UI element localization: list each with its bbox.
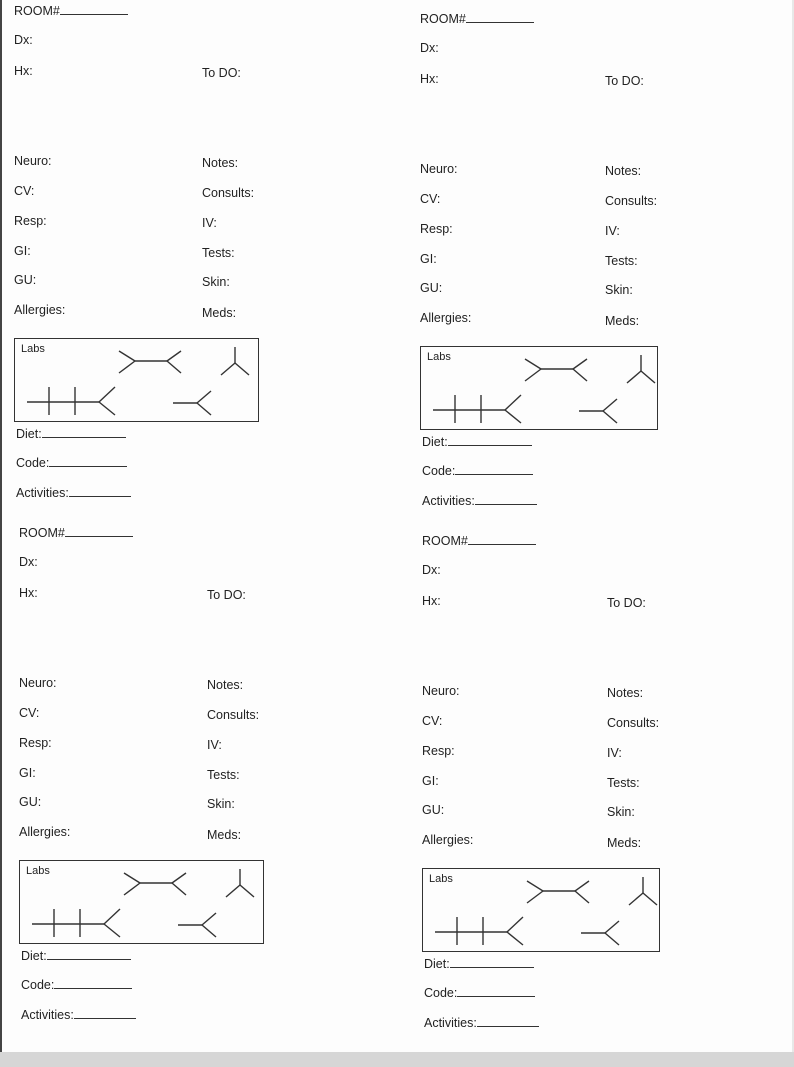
cbc-fishbone-icon [527,881,589,903]
system-label-iv: IV: [607,746,622,760]
activities-label: Activities: [422,494,475,508]
system-label-gu: GU: [19,795,42,809]
labs-label: Labs [427,351,451,363]
system-label-allergies: Allergies: [422,833,474,847]
system-label-resp: Resp: [422,744,455,758]
lab-fishbone-diagrams [421,347,664,429]
patient-panel-3 [19,524,399,1034]
system-label-iv: IV: [605,224,620,238]
labs-box [19,860,264,944]
system-label-gi: GI: [422,774,439,788]
code-field[interactable] [16,454,127,470]
system-label-allergies: Allergies: [420,311,472,325]
system-label-skin: Skin: [202,275,230,289]
todo-label: To DO: [605,74,644,88]
system-label-cv: CV: [420,192,441,206]
system-label-skin: Skin: [207,797,235,811]
system-label-resp: Resp: [14,214,47,228]
dx-label: Dx: [19,555,38,569]
activities-field[interactable] [16,484,131,500]
system-label-meds: Meds: [207,828,242,842]
activities-label: Activities: [16,486,69,500]
lab-fishbone-diagrams [20,861,263,943]
labs-box [14,338,259,422]
diet-label: Diet: [422,435,448,449]
system-label-tests: Tests: [207,768,240,782]
bmp-fishbone-icon [433,395,521,423]
bmp-fishbone-icon [32,909,120,937]
todo-label: To DO: [207,588,246,602]
y-lab-icon [629,877,657,905]
system-label-iv: IV: [202,216,217,230]
activities-field[interactable] [21,1006,136,1022]
system-label-cv: CV: [422,714,443,728]
system-label-gu: GU: [14,273,37,287]
diet-field[interactable] [422,433,532,449]
hx-label: Hx: [19,586,38,600]
coag-icon [579,399,617,423]
coag-icon [581,921,619,945]
system-label-gi: GI: [420,252,437,266]
y-lab-icon [627,355,655,383]
patient-panel-4 [422,532,794,1042]
labs-label: Labs [21,343,45,355]
diet-label: Diet: [424,957,450,971]
system-label-notes: Notes: [607,686,644,700]
system-label-cv: CV: [14,184,35,198]
labs-box [422,868,660,952]
code-label: Code: [16,456,50,470]
labs-label: Labs [26,865,50,877]
activities-field[interactable] [422,492,537,508]
labs-box [420,346,658,430]
system-label-skin: Skin: [607,805,635,819]
diet-field[interactable] [21,947,131,963]
system-label-skin: Skin: [605,283,633,297]
hx-label: Hx: [420,72,439,86]
lab-fishbone-diagrams [423,869,666,951]
diet-label: Diet: [16,427,42,441]
system-label-gu: GU: [420,281,443,295]
todo-label: To DO: [202,66,241,80]
room-field[interactable] [422,532,536,548]
lab-fishbone-diagrams [15,339,258,421]
hx-label: Hx: [14,64,33,78]
code-label: Code: [424,986,458,1000]
patient-panel-1 [14,2,394,512]
system-label-allergies: Allergies: [14,303,66,317]
system-label-neuro: Neuro: [422,684,460,698]
room-field[interactable] [14,2,128,18]
code-field[interactable] [424,984,535,1000]
system-label-gi: GI: [14,244,31,258]
bmp-fishbone-icon [435,917,523,945]
coag-icon [178,913,216,937]
page-bottom-edge [0,1052,794,1067]
patient-panel-2 [420,10,794,520]
system-label-tests: Tests: [605,254,638,268]
system-label-gi: GI: [19,766,36,780]
activities-field[interactable] [424,1014,539,1030]
diet-field[interactable] [16,425,126,441]
system-label-meds: Meds: [607,836,642,850]
room-field[interactable] [420,10,534,26]
hx-label: Hx: [422,594,441,608]
system-label-gu: GU: [422,803,445,817]
coag-icon [173,391,211,415]
system-label-consults: Consults: [605,194,658,208]
code-field[interactable] [21,976,132,992]
cbc-fishbone-icon [119,351,181,373]
bmp-fishbone-icon [27,387,115,415]
y-lab-icon [221,347,249,375]
system-label-notes: Notes: [202,156,239,170]
room-label: ROOM# [14,4,60,18]
system-label-meds: Meds: [605,314,640,328]
code-label: Code: [422,464,456,478]
room-label: ROOM# [422,534,468,548]
system-label-consults: Consults: [607,716,660,730]
room-label: ROOM# [420,12,466,26]
todo-label: To DO: [607,596,646,610]
system-label-resp: Resp: [420,222,453,236]
system-label-allergies: Allergies: [19,825,71,839]
labs-label: Labs [429,873,453,885]
room-label: ROOM# [19,526,65,540]
dx-label: Dx: [422,563,441,577]
cbc-fishbone-icon [525,359,587,381]
system-label-cv: CV: [19,706,40,720]
system-label-consults: Consults: [207,708,260,722]
system-label-neuro: Neuro: [420,162,458,176]
diet-label: Diet: [21,949,47,963]
activities-label: Activities: [21,1008,74,1022]
system-label-notes: Notes: [207,678,244,692]
system-label-neuro: Neuro: [14,154,52,168]
y-lab-icon [226,869,254,897]
system-label-consults: Consults: [202,186,255,200]
system-label-iv: IV: [207,738,222,752]
code-field[interactable] [422,462,533,478]
system-label-resp: Resp: [19,736,52,750]
system-label-tests: Tests: [202,246,235,260]
system-label-tests: Tests: [607,776,640,790]
system-label-notes: Notes: [605,164,642,178]
dx-label: Dx: [420,41,439,55]
cbc-fishbone-icon [124,873,186,895]
code-label: Code: [21,978,55,992]
diet-field[interactable] [424,955,534,971]
system-label-meds: Meds: [202,306,237,320]
system-label-neuro: Neuro: [19,676,57,690]
dx-label: Dx: [14,33,33,47]
room-field[interactable] [19,524,133,540]
activities-label: Activities: [424,1016,477,1030]
